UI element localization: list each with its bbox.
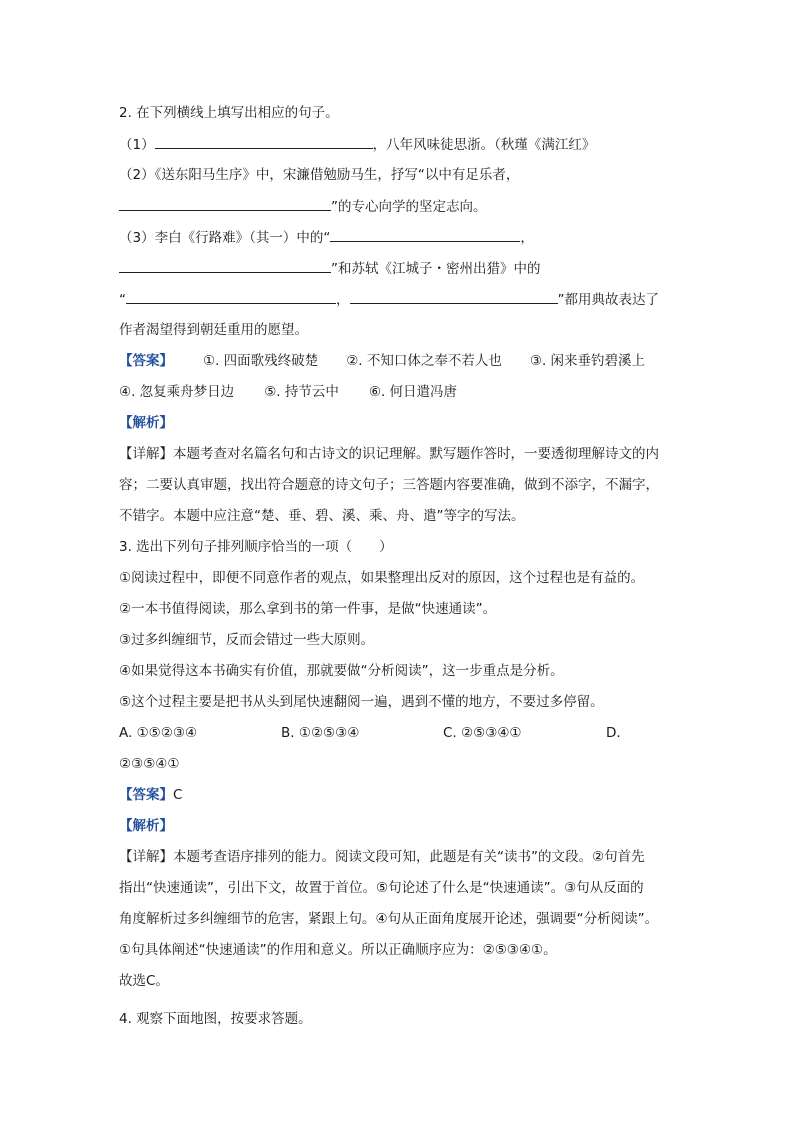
answer-1: ①. 四面歌残终破楚: [203, 353, 319, 369]
answer-4: ④. 忽复乘舟梦日边: [119, 384, 235, 400]
q3-detail-line-1: [119, 848, 645, 866]
detail-tag: 【详解】: [119, 446, 173, 462]
q3-sentence-1: ①阅读过程中，即便不同意作者的观点，如果整理出反对的原因，这个过程也是有益的。: [119, 570, 645, 586]
q2-detail-line-1: [119, 445, 659, 463]
comma: ，: [336, 292, 350, 308]
q3-analysis-tag: 【解析】: [119, 818, 173, 834]
detail-tag: 【详解】: [119, 849, 173, 865]
q2-item-3-text: （3）李白《行路难》（其一）中的“: [119, 230, 331, 246]
q2-detail-line-3: 不错字。本题中应注意“楚、垂、碧、溪、乘、舟、遣”等字的写法。: [119, 508, 525, 524]
fill-blank[interactable]: [119, 259, 331, 273]
fill-blank[interactable]: [126, 290, 336, 304]
q2-answer-row-2: [119, 383, 457, 401]
answer-tag: 【答案】: [119, 787, 173, 803]
q3-detail-line-2: 指出“快速通读”，引出下文，故置于首位。⑤句论述了什么是“快速通读”。③句从反面的: [119, 880, 644, 896]
q3-option-a: A. ①⑤②③④: [119, 725, 198, 741]
q2-item-1-number: （1）: [119, 137, 155, 153]
q2-item-3: [119, 228, 534, 247]
q2-item-3-continued: [119, 259, 541, 278]
q2-answer-row-1: [119, 352, 645, 370]
answer-6: ⑥. 何日遣冯唐: [368, 384, 458, 400]
answer-value: C: [173, 787, 183, 803]
q3-conclusion: 故选C。: [119, 973, 169, 989]
q2-item-2: （2）《送东阳马生序》中，宋濂借勉励马生，抒写“以中有足乐者，: [119, 167, 520, 183]
q3-title: 3. 选出下列句子排列顺序恰当的一项（ ）: [119, 539, 393, 555]
q2-item-2-continued: [119, 197, 487, 216]
q2-item-3-text-3: ”都用典故表达了: [557, 292, 659, 308]
answer-2: ②. 不知口体之奉不若人也: [346, 353, 502, 369]
q3-answer: [119, 786, 182, 804]
q3-sentence-4: ④如果觉得这本书确实有价值，那就要做“分析阅读”，这一步重点是分析。: [119, 663, 564, 679]
q2-item-3-end: 作者渴望得到朝廷重用的愿望。: [119, 322, 308, 338]
q3-detail-line-3: 角度解析过多纠缠细节的危害，紧跟上句。④句从正面角度展开论述，强调要“分析阅读”。: [119, 911, 659, 927]
q3-sentence-2: ②一本书值得阅读，那么拿到书的第一件事，是做“快速通读”。: [119, 601, 497, 617]
answer-3: ③. 闲来垂钓碧溪上: [529, 353, 646, 369]
fill-blank[interactable]: [330, 228, 520, 242]
open-quote: “: [119, 292, 126, 308]
q3-detail-line-4: ①句具体阐述“快速通读”的作用和意义。所以正确顺序应为：②⑤③④①。: [119, 942, 557, 958]
fill-blank[interactable]: [119, 197, 331, 211]
answer-5: ⑤. 持节云中: [264, 384, 339, 400]
q4-title: 4. 观察下面地图，按要求答题。: [119, 1011, 312, 1027]
detail-text: 本题考查对名篇名句和古诗文的识记理解。默写题作答时，一要透彻理解诗文的内: [173, 446, 659, 462]
q2-item-1: [119, 135, 595, 154]
q2-item-3-continued-2: [119, 290, 659, 309]
q3-option-c: C. ②⑤③④①: [443, 725, 522, 741]
q2-item-1-text: ，八年风味徒思浙。（秋瑾《满江红》: [372, 137, 596, 153]
q3-sentence-5: ⑤这个过程主要是把书从头到尾快速翻阅一遍，遇到不懂的地方，不要过多停留。: [119, 694, 604, 710]
fill-blank[interactable]: [350, 290, 558, 304]
fill-blank[interactable]: [155, 135, 373, 149]
q3-option-b: B. ①②⑤③④: [281, 725, 360, 741]
q2-item-2-text: ”的专心向学的坚定志向。: [331, 199, 487, 215]
q2-title: 2. 在下列横线上填写出相应的句子。: [119, 105, 339, 121]
q2-analysis-tag: 【解析】: [119, 415, 173, 431]
q3-option-d-value: ②③⑤④①: [119, 756, 180, 772]
q2-item-3-comma: ，: [520, 230, 534, 246]
q2-detail-line-2: 容；二要认真审题，找出符合题意的诗文句子；三答题内容要准确，做到不添字，不漏字，: [119, 477, 659, 493]
q2-item-3-text-2: ”和苏轼《江城子・密州出猎》中的: [331, 261, 541, 277]
answer-tag: 【答案】: [119, 353, 173, 369]
q3-option-d: D.: [606, 725, 621, 741]
q3-sentence-3: ③过多纠缠细节，反而会错过一些大原则。: [119, 632, 375, 648]
detail-text: 本题考查语序排列的能力。阅读文段可知，此题是有关“读书”的文段。②句首先: [173, 849, 645, 865]
